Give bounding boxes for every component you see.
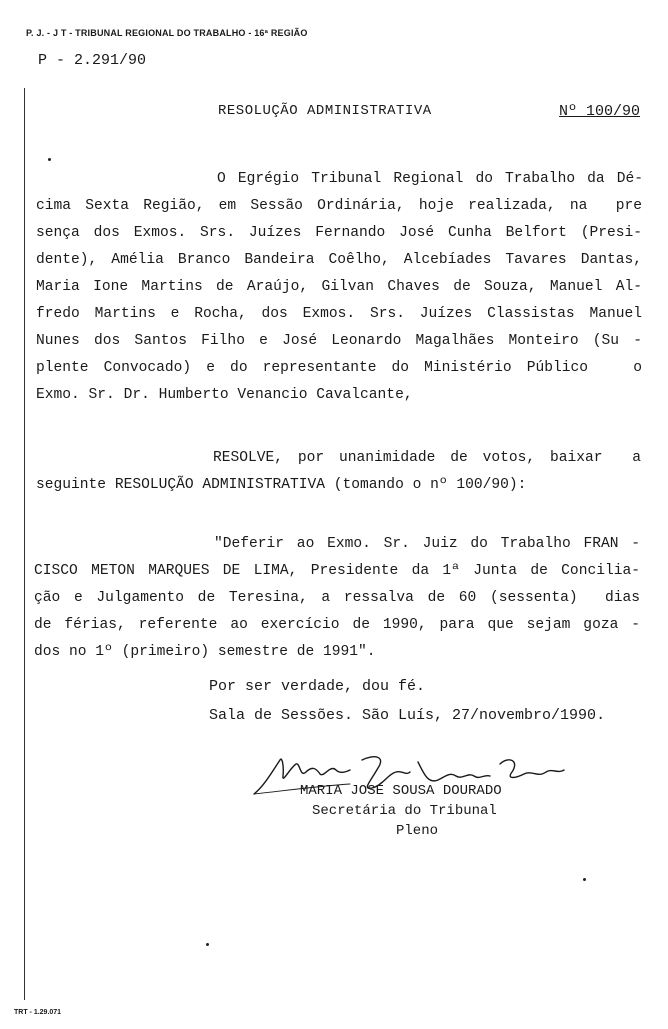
place-date: Sala de Sessões. São Luís, 27/novembro/1990. <box>209 707 606 724</box>
text-line: sença dos Exmos. Srs. Juízes Fernando José Cunha Belfort (Presi- <box>36 225 642 241</box>
text-line: Nunes dos Santos Filho e José Leonardo Magalhães Monteiro (Su - <box>36 333 642 349</box>
text-line: fredo Martins e Rocha, dos Exmos. Srs. Juízes Classistas Manuel <box>36 306 642 322</box>
text-line: de férias, referente ao exercício de 1990, para que sejam goza - <box>34 617 640 633</box>
text-line: cima Sexta Região, em Sessão Ordinária, hoje realizada, na pre <box>36 198 642 214</box>
text-line: CISCO METON MARQUES DE LIMA, Presidente da 1ª Junta de Concilia- <box>34 563 640 579</box>
resolution-number: Nº 100/90 <box>559 103 641 120</box>
signatory-role: Secretária do Tribunal <box>312 803 497 819</box>
text-line: dos no 1º (primeiro) semestre de 1991". <box>34 644 376 660</box>
paragraph-2-first-line: RESOLVE, por unanimidade de votos, baixar a <box>213 450 641 466</box>
speck-mark <box>48 158 51 161</box>
paragraph-1-first-line: O Egrégio Tribunal Regional do Trabalho da Dé- <box>217 171 643 187</box>
form-code: TRT - 1.29.071 <box>14 1009 62 1016</box>
text-line: Exmo. Sr. Dr. Humberto Venancio Cavalcante, <box>36 387 413 403</box>
signatory-name: MARIA JOSÉ SOUSA DOURADO <box>300 783 502 799</box>
signatory-department: Pleno <box>396 823 439 839</box>
process-number: P - 2.291/90 <box>38 52 147 69</box>
text-line: Maria Ione Martins de Araújo, Gilvan Chaves de Souza, Manuel Al- <box>36 279 642 295</box>
paragraph-3 <box>34 558 640 666</box>
document-title: RESOLUÇÃO ADMINISTRATIVA <box>218 103 432 119</box>
text-line: dente), Amélia Branco Bandeira Coêlho, Alcebíades Tavares Dantas, <box>36 252 642 268</box>
paragraph-2 <box>36 472 576 499</box>
text-line: plente Convocado) e do representante do Ministério Público o <box>36 360 642 376</box>
margin-line <box>24 88 25 1000</box>
speck-mark <box>583 878 586 881</box>
closing-statement: Por ser verdade, dou fé. <box>209 678 426 695</box>
document-header: P. J. - J T - TRIBUNAL REGIONAL DO TRABALHO - 16ª REGIÃO <box>26 28 308 38</box>
speck-mark <box>206 943 209 946</box>
paragraph-3-first-line: "Deferir ao Exmo. Sr. Juiz do Trabalho FRAN - <box>214 536 640 552</box>
paragraph-1 <box>36 193 642 409</box>
text-line: ção e Julgamento de Teresina, a ressalva de 60 (sessenta) dias <box>34 590 640 606</box>
text-line: seguinte RESOLUÇÃO ADMINISTRATIVA (tomando o nº 100/90): <box>36 477 527 493</box>
